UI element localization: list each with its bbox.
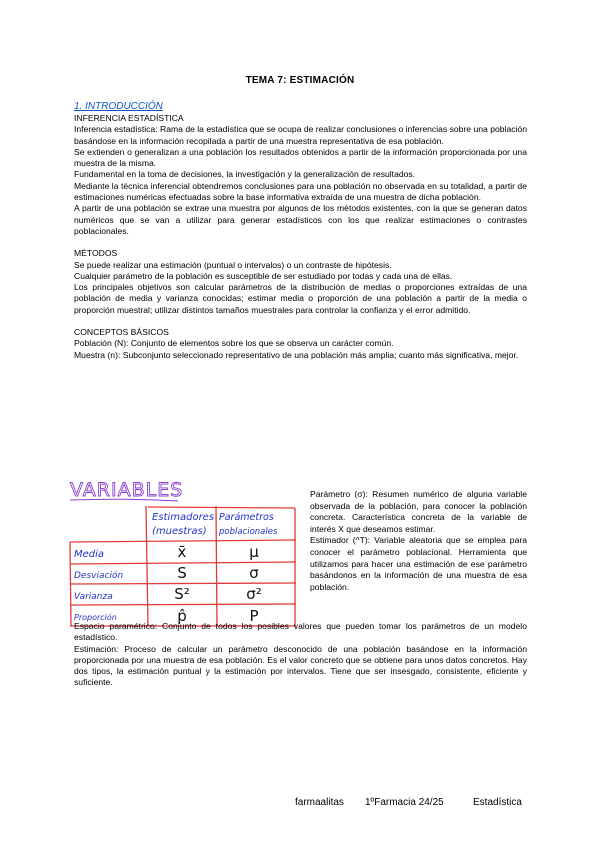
- row-label-desviacion: Desviación: [74, 571, 124, 581]
- metodos-paragraph-2: Cualquier parámetro de la población es susceptible de ser estudiado por todas y cada una de ellas.: [74, 270, 453, 281]
- estimacion-paragraph: Estimación: Proceso de calcular un parámetro desconocido de una población basándose en la información proporcionada por una muestra de esa población. Es el valor concreto que se obtiene para unos datos concretos. Hay dos tipos, la estimación puntual y la estimación por intervalos. Tiene que ser insesgado, consistente, eficiente y suficiente.: [74, 643, 527, 688]
- conceptos-heading: CONCEPTOS BÁSICOS: [74, 327, 169, 338]
- side-column: [310, 489, 527, 593]
- row-label-varianza: Varianza: [74, 592, 113, 602]
- footer-subject: Estadística: [473, 797, 522, 808]
- intro-paragraph-2: Se extienden o generalizan a una población los resultados obtenidos a partir de la información proporcionada por una muestra de la misma.: [74, 146, 527, 169]
- row-label-proporcion: Proporción: [74, 613, 117, 622]
- intro-heading[interactable]: 1. INTRODUCCIÓN: [74, 101, 163, 112]
- intro-paragraph-5: A partir de una población se extrae una muestra por algunos de los métodos existentes, con la que se generan datos numéricos que se van a utilizar para generar estadísticos con los que realizar estimaciones o contrastes poblacionales.: [74, 203, 527, 236]
- symbol-p: P: [249, 607, 259, 625]
- symbol-s: S: [177, 564, 187, 582]
- inferencia-heading: INFERENCIA ESTADÍSTICA: [74, 113, 184, 123]
- header-parametros: Parámetros: [219, 512, 274, 523]
- symbol-p-hat: p̂: [177, 607, 187, 625]
- symbol-mu: μ: [249, 543, 259, 561]
- parametro-paragraph: Parámetro (σ): Resumen numérico de alguna variable observada de la población, para conocer la población concreta. Característica concreta de la variable de interés X que deseamos estimar.: [310, 489, 527, 534]
- footer-author: farmaalitas: [295, 797, 344, 808]
- conceptos-paragraph-1: Población (N): Conjunto de elementos sobre los que se observa un carácter común.: [74, 338, 394, 349]
- intro-paragraph-3: Fundamental en la toma de decisiones, la investigación y la generalización de resultados.: [74, 169, 416, 180]
- main-column: [74, 101, 527, 361]
- symbol-x-bar: x̄: [177, 543, 187, 561]
- page-title: TEMA 7: ESTIMACIÓN: [245, 75, 355, 86]
- header-muestras: (muestras): [152, 526, 207, 537]
- intro-paragraph-4: Mediante la técnica inferencial obtendremos conclusiones para una población no observada en su totalidad, a partir de estimaciones numéricas efectuadas sobre la base informativa extraída de una muestra de dicha población.: [74, 180, 527, 203]
- espacio-parametrico-paragraph: Espacio paramétrico: Conjunto de todos los posibles valores que pueden tomar los parámetros de un modelo estadístico.: [74, 621, 527, 643]
- metodos-heading: MÉTODOS: [74, 248, 118, 259]
- bottom-column: [74, 621, 527, 689]
- intro-paragraph-1: Inferencia estadística: Rama de la estadística que se ocupa de realizar conclusiones o inferencias sobre una población basándose en la información recopilada a partir de una muestra representativa de esa población.: [74, 124, 527, 146]
- symbol-s-squared: S²: [174, 585, 190, 603]
- header-poblacionales: poblacionales: [219, 527, 278, 537]
- footer-course: 1ºFarmacia 24/25: [365, 797, 444, 808]
- metodos-paragraph-1: Se puede realizar una estimación (puntual o intervalos) o un contraste de hipótesis.: [74, 259, 392, 270]
- row-label-media: Media: [74, 549, 105, 560]
- symbol-sigma-squared: σ²: [246, 585, 262, 603]
- header-estimadores: Estimadores: [152, 512, 215, 523]
- symbol-sigma: σ: [249, 564, 259, 582]
- figure-title: VARIABLES: [70, 479, 184, 501]
- conceptos-paragraph-2: Muestra (n): Subconjunto seleccionado representativo de una población más amplia; cuanto más significativa, mejor.: [74, 349, 519, 360]
- estimador-paragraph: Estimador (^T): Variable aleatoria que se emplea para conocer el parámetro poblacional. Herramienta que utilizamos para hacer una estimación de ese parámetro basándonos en la información de una muestra de esa población.: [310, 535, 527, 592]
- metodos-paragraph-3: Los principales objetivos son calcular parámetros de la distribución de medias o proporciones extraídas de una población de media y varianza conocidas; estimar media o proporción de una población a partir de la media o proporción muestral; utilizar distintos tamaños muestrales para controlar la confianza y el error admitido.: [74, 282, 527, 315]
- variables-handwritten-figure: [66, 474, 302, 630]
